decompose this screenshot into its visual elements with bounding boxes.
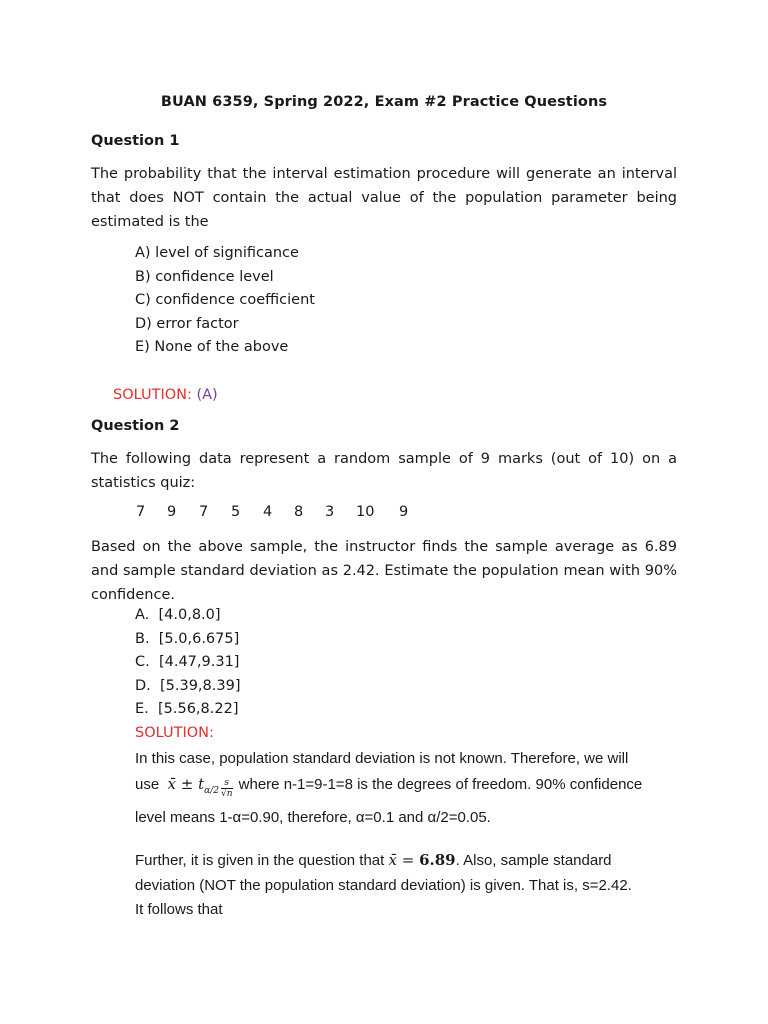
question-2-text: The following data represent a random sample of 9 marks (out of 10) on a statistics quiz: (91, 451, 677, 491)
question-2-heading: Question 2 (91, 418, 180, 434)
q1-option-c: C) confidence coefficient (135, 292, 315, 309)
q1-option-a: A) level of significance (135, 245, 299, 261)
question-1-text: The probability that the interval estimation procedure will generate an interval that does NOT contain the actual value of the population parameter being estimated is the (91, 166, 677, 230)
data-value: 4 (263, 504, 273, 520)
q2-option-d: D. [5.39,8.39] (135, 677, 241, 694)
question-1-heading: Question 1 (91, 133, 180, 149)
q1-solution-label: SOLUTION: (113, 387, 192, 403)
data-value: 10 (356, 504, 375, 520)
q2-option-a: A. [4.0,8.0] (135, 607, 221, 623)
q2-option-b: B. [5.0,6.675] (135, 630, 240, 647)
data-value: 3 (325, 504, 335, 520)
q2-solution-paragraph-2 (135, 848, 665, 923)
data-value: 7 (136, 504, 146, 520)
data-value: 9 (399, 504, 409, 520)
data-value: 5 (231, 504, 241, 520)
data-value: 9 (167, 504, 177, 520)
question-2-options (135, 604, 241, 722)
sol-line: Further, it is given in the question that x̄ = 6.89. Also, sample standard (135, 851, 612, 869)
question-1-options (135, 242, 315, 360)
document-title: BUAN 6359, Spring 2022, Exam #2 Practice Questions (160, 94, 608, 110)
q2-solution-paragraph-1 (135, 747, 665, 831)
data-value: 8 (294, 504, 304, 520)
question-2-text-2: Based on the above sample, the instructor finds the sample average as 6.89 and sample standard deviation as 2.42. Estimate the population mean with 90% confidence. (91, 539, 677, 603)
question-1-solution (113, 387, 218, 403)
formula-ci: x̄ ± $t_{\alpha/2}$ (167, 774, 219, 796)
sol-line: It follows that (135, 901, 223, 918)
sol-line-formula: use x̄ ± $t_{\alpha/2}$ $\frac{s}{√n}$ where n-1=9-1=8 is the degrees of freedom. 90% confidence (135, 774, 643, 799)
formula-fraction: $\frac{s}{√n}$ (220, 777, 233, 799)
data-value: 7 (199, 504, 209, 520)
sol-line: deviation (NOT the population standard deviation) is given. That is, s=2.42. (135, 876, 632, 894)
sample-data-row (0, 504, 768, 524)
q2-option-c: C. [4.47,9.31] (135, 654, 240, 671)
sol-line: level means 1-α=0.90, therefore, α=0.1 and α/2=0.05. (135, 809, 491, 826)
q2-option-e: E. [5.56,8.22] (135, 701, 239, 718)
q1-option-b: B) confidence level (135, 268, 274, 285)
q1-option-d: D) error factor (135, 315, 239, 332)
q1-solution-answer: (A) (196, 387, 218, 403)
q2-solution-label: SOLUTION: (135, 725, 214, 741)
sol-line: In this case, population standard deviation is not known. Therefore, we will (135, 750, 629, 767)
q1-option-e: E) None of the above (135, 339, 289, 356)
